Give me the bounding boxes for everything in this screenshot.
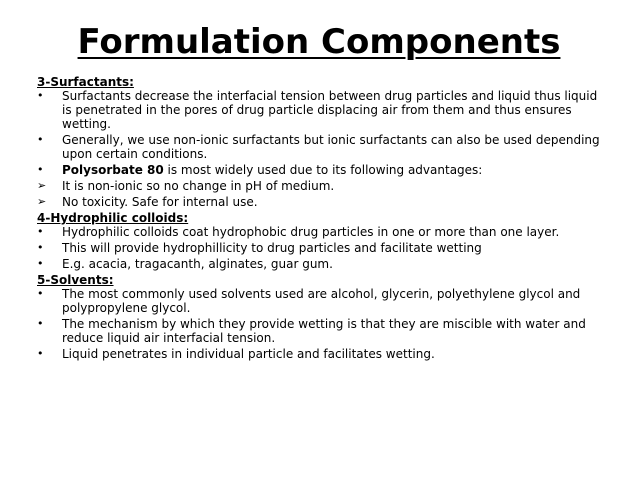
list-item [37,347,607,361]
list-item [37,225,607,239]
item-text: This will provide hydrophillicity to drug particles and facilitate wetting [62,241,482,255]
list-item [37,179,607,193]
item-text: Surfactants decrease the interfacial tension between drug particles and liquid thus liquid is penetrated in the pores of drug particle displacing air from them and thus ensures wetting. [62,89,598,131]
bullet-icon: • [37,257,44,270]
list-item [37,89,607,131]
list-item [37,257,607,271]
arrow-bullet-icon: ➢ [37,195,47,208]
bullet-icon: • [37,163,44,176]
bullet-icon: • [37,225,44,238]
item-bold-text: Polysorbate 80 [62,163,164,177]
item-text: The mechanism by which they provide wetting is that they are miscible with water and reduce liquid air interfacial tension. [62,317,586,345]
item-text: The most commonly used solvents used are alcohol, glycerin, polyethylene glycol and polypropylene glycol. [62,287,581,315]
bullet-icon: • [37,133,44,146]
section-solvents [37,273,607,361]
arrow-bullet-icon: ➢ [37,179,47,192]
item-text: Liquid penetrates in individual particle and facilitates wetting. [62,347,435,361]
list-item [37,195,607,209]
bullet-icon: • [37,317,44,330]
item-text: No toxicity. Safe for internal use. [62,195,258,209]
list-item [37,287,607,315]
bullet-icon: • [37,89,44,102]
section-hydrophilic-colloids [37,211,607,271]
section-heading: 4-Hydrophilic colloids: [37,211,189,225]
item-text: is most widely used due to its following advantages: [163,163,483,177]
bullet-icon: • [37,347,44,360]
section-heading: 3-Surfactants: [37,75,134,89]
item-text: Hydrophilic colloids coat hydrophobic drug particles in one or more than one layer. [62,225,560,239]
bullet-icon: • [37,241,44,254]
item-text: Generally, we use non-ionic surfactants but ionic surfactants can also be used depending upon certain conditions. [62,133,600,161]
list-item [37,163,607,177]
item-text: It is non-ionic so no change in pH of medium. [62,179,335,193]
bullet-icon: • [37,287,44,300]
list-item [37,133,607,161]
item-text: E.g. acacia, tragacanth, alginates, guar gum. [62,257,333,271]
list-item [37,241,607,255]
slide-content [37,75,607,363]
list-item [37,317,607,345]
slide-title: Formulation Components [77,22,561,62]
section-surfactants [37,75,607,209]
section-heading: 5-Solvents: [37,273,114,287]
